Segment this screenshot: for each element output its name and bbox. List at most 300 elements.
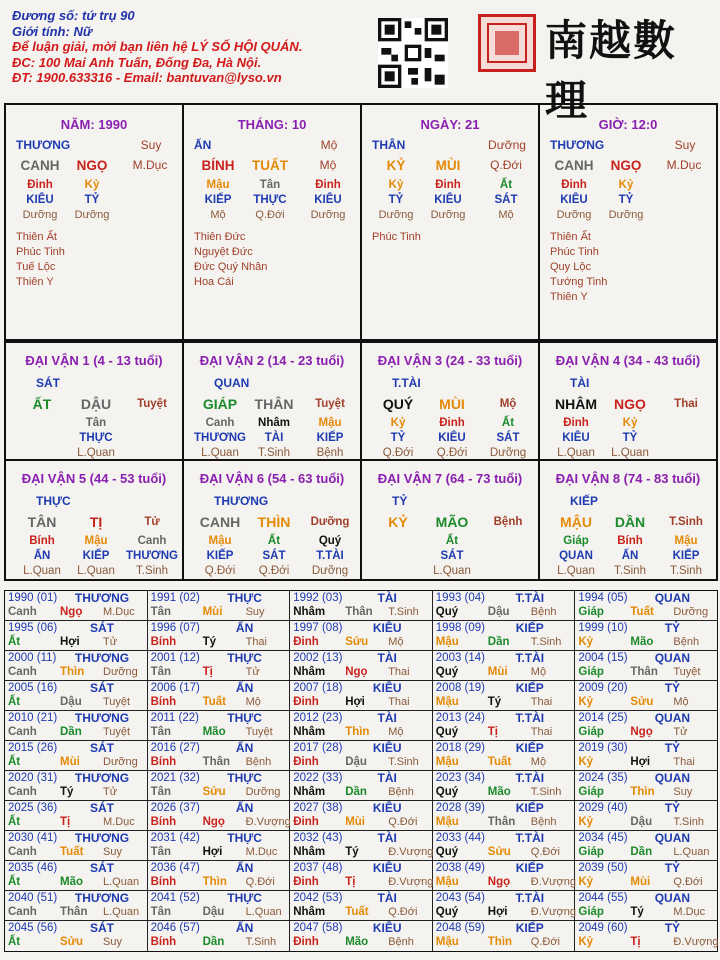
pillar-column <box>184 105 362 339</box>
dai-van-hidden-state: Dưỡng <box>489 447 527 459</box>
year-can: Giáp <box>578 666 604 678</box>
year-label: 2004 (15) <box>578 652 628 664</box>
year-can: Ất <box>8 696 21 708</box>
year-cell <box>575 621 717 650</box>
year-state: Dưỡng <box>103 666 138 678</box>
year-god: SÁT <box>90 681 114 695</box>
year-god: THỰC <box>227 771 262 785</box>
brand-logo: 南越數理 <box>545 16 678 125</box>
dai-van-hidden-state: L.Quan <box>433 565 471 577</box>
star-list <box>372 230 421 245</box>
dai-van-row <box>6 459 716 579</box>
gender-line: Giới tính: Nữ <box>12 23 93 39</box>
dai-van-can: KỶ <box>388 514 408 530</box>
dai-van-hidden-state: T.Sinh <box>670 565 702 577</box>
year-can: Kỷ <box>578 876 594 888</box>
year-cell <box>148 741 291 770</box>
dai-van-hidden-god: KIẾP <box>82 550 110 562</box>
year-state: Q.Đới <box>388 816 418 828</box>
hidden-god: KIÊU <box>26 194 54 206</box>
year-can: Đinh <box>293 696 319 708</box>
year-can: Kỷ <box>578 636 594 648</box>
year-chi: Thìn <box>60 666 85 678</box>
year-can: Đinh <box>293 816 319 828</box>
dai-van-god: THƯƠNG <box>214 494 269 508</box>
year-god: KIÊU <box>372 681 402 695</box>
year-state: Dưỡng <box>245 786 281 798</box>
year-god: ẤN <box>235 861 254 875</box>
dai-van-chi: DẬU <box>80 396 112 412</box>
year-can: Canh <box>8 726 37 738</box>
year-cell <box>148 681 291 710</box>
year-label: 1998 (09) <box>435 622 486 634</box>
year-cell <box>148 921 291 951</box>
year-can: Ất <box>8 636 21 648</box>
dai-van-title: ĐẠI VẬN 3 (24 - 33 tuổi) <box>377 353 523 368</box>
pillar-title: NGÀY: 21 <box>420 117 480 132</box>
year-state: Thai <box>388 696 410 708</box>
hidden-state: Q.Đới <box>255 209 285 221</box>
year-cell <box>575 771 717 800</box>
dai-van-state: Tử <box>144 516 160 528</box>
pillars-grid <box>4 103 718 341</box>
dai-van-hidden: Đinh <box>439 417 465 429</box>
year-god: SÁT <box>90 861 114 875</box>
year-cell <box>148 711 291 740</box>
year-chi: Ngọ <box>487 876 511 888</box>
dai-van-hidden-god: ẤN <box>33 550 51 562</box>
year-god: TỶ <box>664 681 681 695</box>
star-item: Thiên Ất <box>550 231 591 243</box>
year-god: ẤN <box>235 921 254 935</box>
year-cell <box>290 741 433 770</box>
year-state: Q.Đới <box>530 936 560 948</box>
year-label: 2022 (33) <box>293 772 343 784</box>
year-state: Tử <box>103 636 118 648</box>
year-god: TÀI <box>377 591 397 605</box>
hidden-god: KIẾP <box>204 194 232 206</box>
year-chi: Mão <box>60 876 83 888</box>
pillar-god: THƯƠNG <box>16 138 71 152</box>
year-god: KIẾP <box>515 741 544 755</box>
year-can: Quý <box>435 906 459 918</box>
year-row <box>5 831 717 861</box>
dai-van-cell <box>540 343 716 459</box>
year-cell <box>5 651 148 680</box>
year-cell <box>148 771 291 800</box>
star-item: Phúc Tinh <box>372 231 421 243</box>
year-chi: Thân <box>630 666 658 678</box>
dai-van-hidden-god: ẤN <box>621 550 639 562</box>
year-can: Đinh <box>293 756 319 768</box>
hidden-state: Dưỡng <box>430 209 466 221</box>
year-row <box>5 621 717 651</box>
dai-van-hidden-state: L.Quan <box>23 565 61 577</box>
year-label: 2013 (24) <box>435 712 486 724</box>
year-can: Bính <box>150 636 177 648</box>
year-label: 2045 (56) <box>8 922 58 934</box>
hidden-state: Mộ <box>498 209 514 221</box>
year-can: Canh <box>8 606 37 618</box>
dai-van-hidden-state: T.Sinh <box>258 447 290 459</box>
dai-van-state: T.Sinh <box>669 516 703 528</box>
dai-van-hidden-state: Bệnh <box>316 447 344 459</box>
year-label: 2036 (47) <box>150 862 200 874</box>
year-can: Đinh <box>293 876 319 888</box>
dai-van-hidden: Ất <box>267 535 281 547</box>
year-god: T.TÀI <box>515 591 545 605</box>
dai-van-hidden-state: Q.Đới <box>258 565 290 577</box>
hidden-god: TỶ <box>618 194 634 206</box>
dai-van-god: KIẾP <box>570 494 599 508</box>
year-god: QUAN <box>654 891 691 905</box>
year-state: Bệnh <box>673 636 700 648</box>
year-cell <box>148 861 291 890</box>
year-cell <box>575 681 717 710</box>
hidden-god: KIÊU <box>560 194 588 206</box>
year-chi: Sửu <box>630 696 654 708</box>
star-item: Phúc Tinh <box>550 246 599 258</box>
pillar-status: Mộ <box>320 138 338 152</box>
year-chi: Ngọ <box>630 726 653 738</box>
star-item: Thiên Ất <box>16 231 57 243</box>
dai-van-hidden-state: L.Quan <box>77 565 115 577</box>
year-label: 2005 (16) <box>8 682 58 694</box>
dai-van-hidden-god: KIẾP <box>316 432 344 444</box>
year-god: THỰC <box>227 891 262 905</box>
year-god: SÁT <box>90 801 114 815</box>
year-state: Tử <box>673 726 688 738</box>
year-can: Bính <box>150 876 177 888</box>
dai-van-can: MẬU <box>560 514 592 530</box>
year-state: Bệnh <box>530 606 557 618</box>
dai-van-god: SÁT <box>36 376 60 390</box>
year-god: KIẾP <box>515 681 544 695</box>
year-cell <box>290 621 433 650</box>
year-label: 2014 (25) <box>578 712 628 724</box>
year-god: ẤN <box>235 801 254 815</box>
year-god: TỶ <box>664 741 681 755</box>
year-label: 2009 (20) <box>578 682 628 694</box>
year-god: T.TÀI <box>515 651 545 665</box>
year-state: M.Dục <box>103 816 135 828</box>
year-god: TÀI <box>377 831 397 845</box>
year-chi: Dần <box>345 786 367 798</box>
year-can: Canh <box>8 906 37 918</box>
year-can: Tân <box>150 846 172 858</box>
year-state: Tử <box>245 666 260 678</box>
year-chi: Mùi <box>630 876 651 888</box>
year-god: KIẾP <box>515 921 544 935</box>
year-chi: Hợi <box>60 636 80 648</box>
year-cell <box>5 771 148 800</box>
year-god: THƯƠNG <box>74 891 130 905</box>
year-row <box>5 891 717 921</box>
star-item: Đức Quý Nhân <box>194 261 268 273</box>
year-label: 2037 (48) <box>293 862 343 874</box>
year-label: 2002 (13) <box>293 652 343 664</box>
year-cell <box>148 831 291 860</box>
year-can: Giáp <box>578 906 604 918</box>
year-label: 2008 (19) <box>435 682 486 694</box>
pillar-chi-state: Q.Đới <box>490 158 522 172</box>
dai-van-cell <box>362 461 540 579</box>
hidden-stem: Đinh <box>435 179 461 191</box>
year-label: 2043 (54) <box>435 892 486 904</box>
star-item: Thiên Y <box>16 276 54 288</box>
year-chi: Mùi <box>345 816 365 828</box>
year-state: T.Sinh <box>388 756 419 768</box>
dai-van-hidden: Quý <box>318 535 342 547</box>
dai-van-hidden: Canh <box>137 535 167 547</box>
year-cell <box>148 651 291 680</box>
year-chi: Dậu <box>202 906 225 918</box>
year-chi: Dần <box>487 636 510 648</box>
year-god: THƯƠNG <box>74 771 130 785</box>
dai-van-state: Tuyệt <box>315 398 345 410</box>
year-state: Suy <box>673 786 693 798</box>
year-cell <box>575 891 717 920</box>
year-label: 2016 (27) <box>150 742 200 754</box>
year-cell <box>575 651 717 680</box>
year-god: TỶ <box>664 621 681 635</box>
year-row <box>5 711 717 741</box>
year-chi: Dần <box>60 726 82 738</box>
year-god: TÀI <box>377 891 397 905</box>
year-can: Kỷ <box>578 756 594 768</box>
year-cell <box>433 771 576 800</box>
year-state: T.Sinh <box>673 816 704 828</box>
year-can: Bính <box>150 816 177 828</box>
dai-van-hidden: Bính <box>617 535 643 547</box>
years-table <box>4 590 718 952</box>
year-cell <box>433 891 576 920</box>
star-list <box>550 230 607 305</box>
star-item: Thiên Y <box>550 291 588 303</box>
owner-line: Đương số: tứ trụ 90 <box>12 8 135 23</box>
year-state: Thai <box>388 666 410 678</box>
year-cell <box>5 921 148 951</box>
star-item: Thiên Đức <box>194 231 246 243</box>
year-cell <box>148 891 291 920</box>
year-label: 2029 (40) <box>578 802 628 814</box>
year-label: 2020 (31) <box>8 772 58 784</box>
dai-van-god: THỰC <box>36 494 71 508</box>
year-chi: Mùi <box>202 606 223 618</box>
dai-van-hidden-state: T.Sinh <box>136 565 168 577</box>
year-label: 1997 (08) <box>293 622 343 634</box>
year-state: T.Sinh <box>530 786 562 798</box>
year-cell <box>290 831 433 860</box>
year-label: 1992 (03) <box>293 592 343 604</box>
dai-van-god: TÀI <box>570 376 590 390</box>
year-can: Bính <box>150 936 177 948</box>
dai-van-hidden-god: KIẾP <box>672 550 700 562</box>
year-god: THƯƠNG <box>74 831 130 845</box>
year-label: 2039 (50) <box>578 862 628 874</box>
year-label: 1999 (10) <box>578 622 628 634</box>
year-state: M.Dục <box>245 846 278 858</box>
year-label: 2021 (32) <box>150 772 200 784</box>
pillar-chi: NGỌ <box>76 158 108 173</box>
dai-van-row <box>6 341 716 459</box>
year-label: 2028 (39) <box>435 802 486 814</box>
year-label: 1995 (06) <box>8 622 58 634</box>
pillar-can: CANH <box>554 158 594 173</box>
year-god: QUAN <box>654 651 691 665</box>
year-can: Quý <box>435 666 459 678</box>
year-state: Suy <box>103 846 122 858</box>
year-chi: Tuất <box>202 696 227 708</box>
year-can: Mậu <box>435 876 459 888</box>
year-chi: Dậu <box>345 756 367 768</box>
year-god: TÀI <box>377 651 397 665</box>
year-cell <box>433 681 576 710</box>
year-cell <box>433 591 576 620</box>
year-row <box>5 771 717 801</box>
year-god: TỶ <box>664 921 681 935</box>
year-row <box>5 591 717 621</box>
dai-van-hidden-god: TỶ <box>390 432 406 444</box>
pillar-title: NĂM: 1990 <box>60 117 128 132</box>
year-god: SÁT <box>90 741 114 755</box>
year-state: M.Dục <box>673 906 706 918</box>
dai-van-hidden: Bính <box>29 535 55 547</box>
dai-van-title: ĐẠI VẬN 2 (14 - 23 tuổi) <box>199 353 345 368</box>
dai-van-hidden: Ất <box>445 535 459 547</box>
year-can: Kỷ <box>578 816 594 828</box>
year-can: Nhâm <box>293 666 326 678</box>
year-can: Giáp <box>578 786 604 798</box>
star-item: Tướng Tinh <box>550 276 608 288</box>
year-chi: Ngọ <box>345 666 368 678</box>
year-state: Tử <box>103 786 118 798</box>
year-god: THỰC <box>227 591 262 605</box>
pillar-chi-state: M.Dục <box>132 158 168 172</box>
dai-van-title: ĐẠI VẬN 7 (64 - 73 tuổi) <box>377 471 523 486</box>
year-label: 2001 (12) <box>150 652 200 664</box>
year-chi: Thân <box>487 816 516 828</box>
hidden-state: Dưỡng <box>310 209 346 221</box>
hidden-state: Mộ <box>210 209 226 221</box>
year-chi: Tuất <box>345 906 369 918</box>
year-state: Bệnh <box>530 816 557 828</box>
dai-van-hidden: Mậu <box>674 535 698 547</box>
year-can: Bính <box>150 756 177 768</box>
hidden-god: THỰC <box>253 194 287 206</box>
dai-van-hidden: Mậu <box>208 535 232 547</box>
dai-van-title: ĐẠI VẬN 6 (54 - 63 tuổi) <box>199 471 345 486</box>
pillar-status: Dưỡng <box>488 138 526 152</box>
dai-van-hidden: Kỷ <box>622 417 638 429</box>
year-god: SÁT <box>90 921 114 935</box>
year-row <box>5 741 717 771</box>
year-state: Tuyệt <box>673 666 701 678</box>
year-label: 1993 (04) <box>435 592 486 604</box>
year-god: T.TÀI <box>515 771 545 785</box>
pillar-column <box>362 105 540 339</box>
dai-van-hidden-god: TÀI <box>264 432 284 444</box>
year-chi: Mão <box>487 786 511 798</box>
dai-van-hidden-state: T.Sinh <box>614 565 646 577</box>
dai-van-god: TỶ <box>392 494 408 508</box>
year-chi: Thìn <box>345 726 370 738</box>
pillar-chi: NGỌ <box>610 158 642 173</box>
year-label: 2003 (14) <box>435 652 486 664</box>
dai-van-hidden-god: KIÊU <box>562 432 590 444</box>
year-can: Nhâm <box>293 786 326 798</box>
hidden-stem: Ất <box>499 179 513 191</box>
year-cell <box>290 681 433 710</box>
year-can: Quý <box>435 786 459 798</box>
year-cell <box>575 831 717 860</box>
year-chi: Tuất <box>630 606 654 618</box>
star-list <box>194 230 267 290</box>
year-row <box>5 861 717 891</box>
year-label: 2023 (34) <box>435 772 486 784</box>
year-can: Quý <box>435 846 459 858</box>
dai-van-hidden: Mậu <box>84 535 108 547</box>
pillar-title: GIỜ: 12:0 <box>598 117 658 132</box>
dai-van-cell <box>6 461 184 579</box>
year-can: Mậu <box>435 696 459 708</box>
dai-van-hidden-god: THƯƠNG <box>126 550 178 562</box>
year-can: Tân <box>150 606 172 618</box>
year-can: Ất <box>8 756 21 768</box>
year-god: ẤN <box>235 741 254 755</box>
year-can: Bính <box>150 696 177 708</box>
hidden-state: Dưỡng <box>608 209 644 221</box>
star-item: Hoa Cái <box>194 276 234 288</box>
dai-van-hidden-god: THỰC <box>79 432 113 444</box>
year-chi: Tý <box>60 786 74 798</box>
year-state: Thai <box>530 726 553 738</box>
year-cell <box>290 921 433 951</box>
year-state: Đ.Vượng <box>530 906 576 918</box>
star-list <box>16 230 65 290</box>
year-label: 2010 (21) <box>8 712 58 724</box>
dai-van-hidden: Tân <box>85 417 107 429</box>
dai-van-hidden-state: L.Quan <box>557 565 595 577</box>
dai-van-hidden-god: KIÊU <box>438 432 466 444</box>
dai-van-hidden-state: Dưỡng <box>311 565 349 577</box>
phone-email-line: ĐT: 1900.633316 - Email: bantuvan@lyso.vn <box>12 70 282 85</box>
year-state: Q.Đới <box>530 846 560 858</box>
year-chi: Hợi <box>202 846 223 858</box>
year-can: Mậu <box>435 756 459 768</box>
year-can: Mậu <box>435 636 459 648</box>
year-label: 2017 (28) <box>293 742 343 754</box>
dai-van-hidden-state: L.Quan <box>611 447 649 459</box>
year-god: QUAN <box>654 591 691 605</box>
year-can: Nhâm <box>293 846 326 858</box>
year-god: KIÊU <box>372 921 402 935</box>
year-row <box>5 681 717 711</box>
year-chi: Sửu <box>487 846 511 858</box>
star-item: Nguyệt Đức <box>194 246 253 258</box>
year-cell <box>433 621 576 650</box>
year-state: Bệnh <box>388 786 414 798</box>
year-chi: Tý <box>487 696 502 708</box>
year-can: Canh <box>8 786 37 798</box>
dai-van-god: QUAN <box>214 376 250 390</box>
year-state: L.Quan <box>103 906 140 918</box>
year-state: M.Dục <box>103 606 135 618</box>
dai-van-hidden-god: SÁT <box>440 550 464 562</box>
year-can: Mậu <box>435 936 459 948</box>
dai-van-hidden: Kỷ <box>390 417 406 429</box>
year-label: 2033 (44) <box>435 832 486 844</box>
